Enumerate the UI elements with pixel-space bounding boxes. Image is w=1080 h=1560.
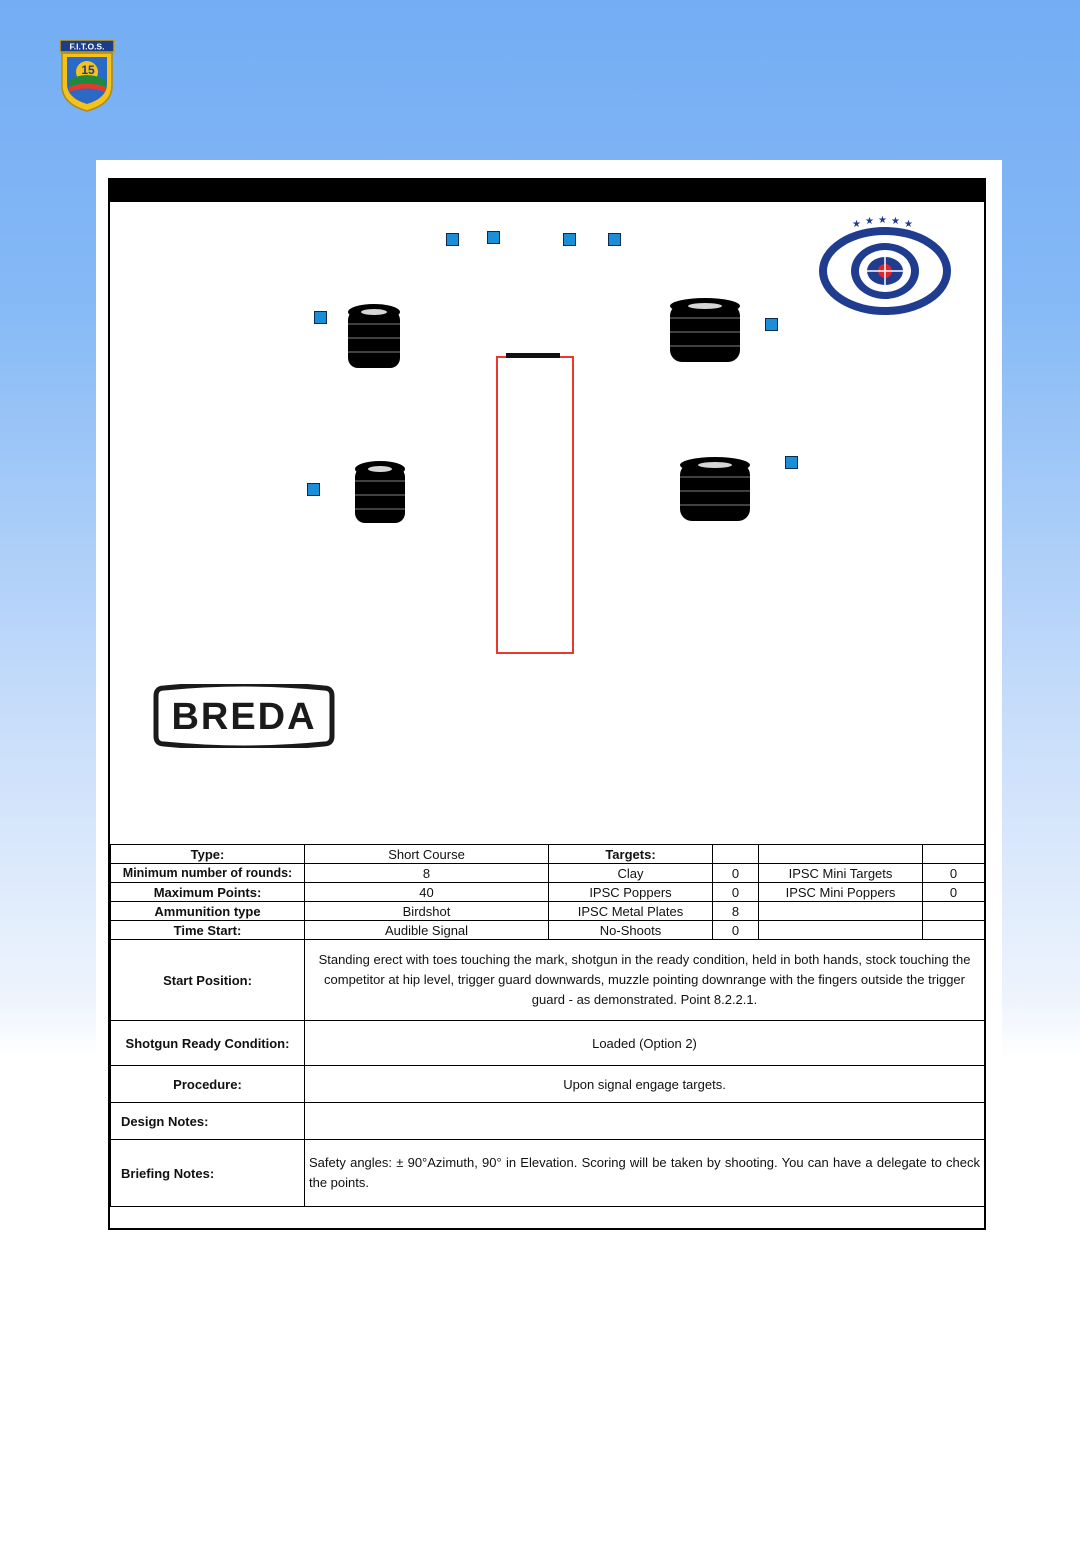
time-start-label: Time Start: (111, 921, 305, 940)
table-row (111, 940, 985, 1021)
tire-barrel-3 (353, 459, 407, 527)
table-row (111, 921, 985, 940)
time-start-value: Audible Signal (305, 921, 549, 940)
stage-diagram (110, 202, 984, 842)
target-name: IPSC Mini Targets (759, 864, 923, 883)
briefing-notes-label: Briefing Notes: (111, 1140, 305, 1207)
type-label: Type: (111, 845, 305, 864)
start-mark (506, 353, 560, 358)
tire-barrel-1 (346, 302, 402, 374)
metal-plate-target-6 (765, 318, 778, 331)
club-logo (818, 216, 952, 316)
metal-plate-target-3 (563, 233, 576, 246)
table-row (111, 902, 985, 921)
tire-barrel-2 (668, 296, 742, 366)
max-points-value: 40 (305, 883, 549, 902)
breda-logo-text: BREDA (171, 696, 317, 738)
target-count: 0 (923, 864, 985, 883)
stage-frame (108, 178, 986, 1230)
metal-plate-target-7 (307, 483, 320, 496)
fitos-logo-text: F.I.T.O.S. (69, 41, 105, 52)
table-row (111, 1021, 985, 1066)
metal-plate-target-5 (314, 311, 327, 324)
briefing-notes-value: Safety angles: ± 90°Azimuth, 90° in Elevation. Scoring will be taken by shooting. You can have a delegate to check the points. (305, 1140, 985, 1207)
procedure-label: Procedure: (111, 1066, 305, 1103)
tire-barrel-4 (678, 455, 752, 525)
target-name: Clay (549, 864, 713, 883)
procedure-value: Upon signal engage targets. (305, 1066, 985, 1103)
target-name: IPSC Poppers (549, 883, 713, 902)
targets-label: Targets: (549, 845, 713, 864)
metal-plate-target-4 (608, 233, 621, 246)
design-notes-value (305, 1103, 985, 1140)
fitos-federation-logo (58, 40, 116, 112)
stage-info-table (110, 844, 985, 1207)
target-count: 0 (713, 883, 759, 902)
breda-logo (150, 684, 338, 748)
ammo-label: Ammunition type (111, 902, 305, 921)
table-row (111, 864, 985, 883)
min-rounds-value: 8 (305, 864, 549, 883)
svg-text:★: ★ (865, 216, 874, 227)
target-count: 0 (713, 864, 759, 883)
table-row (111, 1140, 985, 1207)
start-position-value: Standing erect with toes touching the mark, shotgun in the ready condition, held in both hands, stock touching the competitor at hip level, trigger guard downwards, muzzle pointing downrange with the fingers outside the trigger guard - as demonstrated. Point 8.2.2.1. (305, 940, 985, 1021)
svg-text:★: ★ (891, 216, 900, 227)
svg-text:★: ★ (878, 216, 887, 226)
design-notes-label: Design Notes: (111, 1103, 305, 1140)
target-name: IPSC Mini Poppers (759, 883, 923, 902)
target-name: No-Shoots (549, 921, 713, 940)
svg-text:★: ★ (852, 219, 861, 230)
ready-condition-label: Shotgun Ready Condition: (111, 1021, 305, 1066)
target-count: 0 (923, 883, 985, 902)
table-row (111, 1103, 985, 1140)
type-value: Short Course (305, 845, 549, 864)
min-rounds-label: Minimum number of rounds: (111, 864, 305, 883)
max-points-label: Maximum Points: (111, 883, 305, 902)
stage-title-bar (110, 180, 984, 202)
table-row (111, 845, 985, 864)
metal-plate-target-1 (446, 233, 459, 246)
target-count: 0 (713, 921, 759, 940)
shooting-area (496, 356, 574, 654)
svg-text:15: 15 (81, 63, 95, 77)
target-name: IPSC Metal Plates (549, 902, 713, 921)
ready-condition-value: Loaded (Option 2) (305, 1021, 985, 1066)
start-position-label: Start Position: (111, 940, 305, 1021)
table-row (111, 883, 985, 902)
target-count: 8 (713, 902, 759, 921)
ammo-value: Birdshot (305, 902, 549, 921)
table-row (111, 1066, 985, 1103)
metal-plate-target-8 (785, 456, 798, 469)
svg-text:★: ★ (904, 219, 913, 230)
stage-sheet (96, 160, 1002, 1246)
metal-plate-target-2 (487, 231, 500, 244)
